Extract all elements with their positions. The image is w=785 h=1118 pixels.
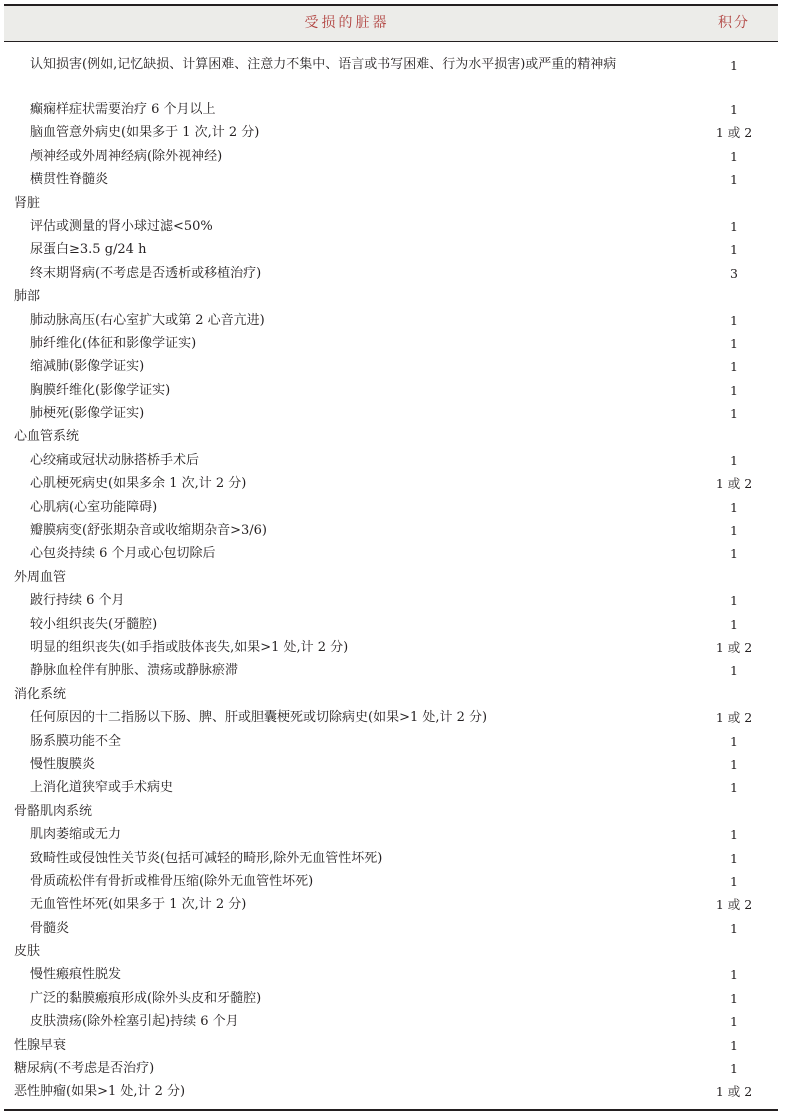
item-label: 评估或测量的肾小球过滤<50% <box>30 218 213 234</box>
score-value: 1 <box>730 172 738 188</box>
category-label: 骨骼肌肉系统 <box>14 803 93 819</box>
category-label: 肺部 <box>14 289 41 305</box>
score-value: 1 或 2 <box>715 710 753 726</box>
table-header <box>4 6 778 42</box>
table-row <box>4 309 778 332</box>
table-row <box>4 262 778 285</box>
score-value: 1 <box>730 359 738 375</box>
item-label: 肺纤维化(体征和影像学证实) <box>30 335 197 351</box>
item-label: 肠系膜功能不全 <box>30 733 122 749</box>
category-row <box>4 1057 778 1080</box>
score-value: 1 <box>730 312 738 328</box>
item-label: 横贯性脊髓炎 <box>30 172 109 188</box>
score-value: 1 <box>730 218 738 234</box>
table-row <box>4 379 778 402</box>
item-label: 上消化道狭窄或手术病史 <box>30 780 174 796</box>
item-label: 慢性腹膜炎 <box>30 756 96 772</box>
item-label: 无血管性坏死(如果多于 1 次,计 2 分) <box>30 897 247 913</box>
score-value: 1 <box>730 827 738 843</box>
table-row <box>4 145 778 168</box>
table-row <box>4 121 778 144</box>
score-value: 1 或 2 <box>715 125 753 141</box>
table-row <box>4 706 778 729</box>
item-label: 认知损害(例如,记忆缺损、计算困难、注意力不集中、语言或书写困难、行为水平损害)或严重的精神病 <box>30 57 617 72</box>
item-label: 任何原因的十二指肠以下肠、脾、肝或胆囊梗死或切除病史(如果>1 处,计 2 分) <box>30 710 488 726</box>
item-label: 缩减肺(影像学证实) <box>30 359 145 375</box>
item-label: 肺梗死(影像学证实) <box>30 406 145 422</box>
table-row <box>4 987 778 1010</box>
table-row <box>4 776 778 799</box>
score-value: 3 <box>730 265 738 281</box>
item-label: 肺动脉高压(右心室扩大或第 2 心音亢进) <box>30 312 265 328</box>
table-row <box>4 917 778 940</box>
header-score: 积分 <box>718 15 750 31</box>
item-label: 瓣膜病变(舒张期杂音或收缩期杂音>3/6) <box>30 523 267 539</box>
item-label: 心肌梗死病史(如果多余 1 次,计 2 分) <box>30 476 247 492</box>
table-row <box>4 636 778 659</box>
score-value: 1 或 2 <box>715 476 753 492</box>
score-value: 1 <box>730 499 738 515</box>
score-value: 1 <box>730 920 738 936</box>
item-label: 颅神经或外周神经病(除外视神经) <box>30 148 223 164</box>
table-row <box>4 870 778 893</box>
table-row <box>4 54 778 98</box>
table-row <box>4 730 778 753</box>
category-label: 外周血管 <box>14 569 67 585</box>
score-value: 1 <box>730 1037 738 1053</box>
table-row <box>4 215 778 238</box>
item-label: 骨髓炎 <box>30 920 70 936</box>
score-value: 1 <box>730 102 738 117</box>
category-label: 消化系统 <box>14 686 67 702</box>
table-row <box>4 332 778 355</box>
category-row <box>4 1034 778 1057</box>
table-row <box>4 753 778 776</box>
item-label: 心绞痛或冠状动脉搭桥手术后 <box>30 452 200 468</box>
score-value: 1 <box>730 1061 738 1077</box>
score-value: 1 <box>730 242 738 258</box>
table-row <box>4 168 778 191</box>
score-value: 1 <box>730 990 738 1006</box>
score-value: 1 <box>730 406 738 422</box>
item-label: 静脉血栓伴有肿胀、溃疡或静脉瘀滞 <box>30 663 239 679</box>
category-label: 恶性肿瘤(如果>1 处,计 2 分) <box>14 1084 186 1100</box>
score-value: 1 <box>730 873 738 889</box>
category-row <box>4 1080 778 1103</box>
table-row <box>4 496 778 519</box>
table-row <box>4 893 778 916</box>
table-row <box>4 1010 778 1033</box>
table-row <box>4 613 778 636</box>
category-label: 糖尿病(不考虑是否治疗) <box>14 1061 155 1077</box>
item-label: 明显的组织丧失(如手指或肢体丧失,如果>1 处,计 2 分) <box>30 639 349 655</box>
table-row <box>4 472 778 495</box>
organ-damage-table <box>4 4 778 1104</box>
item-label: 心肌病(心室功能障碍) <box>30 499 158 515</box>
score-value: 1 或 2 <box>715 639 753 655</box>
table-row <box>4 542 778 565</box>
table-row <box>4 519 778 542</box>
item-label: 胸膜纤维化(影像学证实) <box>30 382 171 398</box>
score-value: 1 <box>730 335 738 351</box>
category-label: 肾脏 <box>14 195 41 211</box>
category-row <box>4 192 778 215</box>
item-label: 肌肉萎缩或无力 <box>30 827 122 843</box>
item-label: 较小组织丧失(牙髓腔) <box>30 616 158 632</box>
table-row <box>4 449 778 472</box>
score-value: 1 <box>730 663 738 679</box>
table-row <box>4 238 778 261</box>
score-value: 1 或 2 <box>715 897 753 913</box>
table-row <box>4 589 778 612</box>
category-row <box>4 940 778 963</box>
item-label: 骨质疏松伴有骨折或椎骨压缩(除外无血管性坏死) <box>30 873 314 889</box>
category-row <box>4 683 778 706</box>
category-label: 皮肤 <box>14 944 41 960</box>
item-label: 终末期肾病(不考虑是否透析或移植治疗) <box>30 265 262 281</box>
table-row <box>4 659 778 682</box>
score-value: 1 或 2 <box>715 1084 753 1100</box>
bottom-rule <box>4 1109 778 1111</box>
table-row <box>4 823 778 846</box>
item-label: 皮肤溃疡(除外栓塞引起)持续 6 个月 <box>30 1014 239 1030</box>
category-row <box>4 800 778 823</box>
header-organ: 受损的脏器 <box>304 15 390 31</box>
score-value: 1 <box>730 58 738 73</box>
item-label: 脑血管意外病史(如果多于 1 次,计 2 分) <box>30 125 260 141</box>
score-value: 1 <box>730 850 738 866</box>
category-row <box>4 425 778 448</box>
table-row <box>4 963 778 986</box>
category-row <box>4 566 778 589</box>
category-row <box>4 285 778 308</box>
score-value: 1 <box>730 523 738 539</box>
item-label: 心包炎持续 6 个月或心包切除后 <box>30 546 216 562</box>
table-row <box>4 402 778 425</box>
table-row <box>4 355 778 378</box>
score-value: 1 <box>730 967 738 983</box>
category-label: 心血管系统 <box>14 429 80 445</box>
score-value: 1 <box>730 382 738 398</box>
item-label: 广泛的黏膜瘢痕形成(除外头皮和牙髓腔) <box>30 990 262 1006</box>
score-value: 1 <box>730 733 738 749</box>
score-value: 1 <box>730 616 738 632</box>
score-value: 1 <box>730 452 738 468</box>
table-row <box>4 98 778 121</box>
item-label: 癫痫样症状需要治疗 6 个月以上 <box>30 102 216 117</box>
score-value: 1 <box>730 546 738 562</box>
score-value: 1 <box>730 780 738 796</box>
score-value: 1 <box>730 148 738 164</box>
table-body <box>4 42 778 1104</box>
category-label: 性腺早衰 <box>14 1037 67 1053</box>
score-value: 1 <box>730 756 738 772</box>
item-label: 致畸性或侵蚀性关节炎(包括可减轻的畸形,除外无血管性坏死) <box>30 850 383 866</box>
table-row <box>4 847 778 870</box>
item-label: 跛行持续 6 个月 <box>30 593 125 609</box>
item-label: 慢性瘢痕性脱发 <box>30 967 122 983</box>
score-value: 1 <box>730 1014 738 1030</box>
item-label: 尿蛋白≥3.5 g/24 h <box>30 242 147 258</box>
score-value: 1 <box>730 593 738 609</box>
